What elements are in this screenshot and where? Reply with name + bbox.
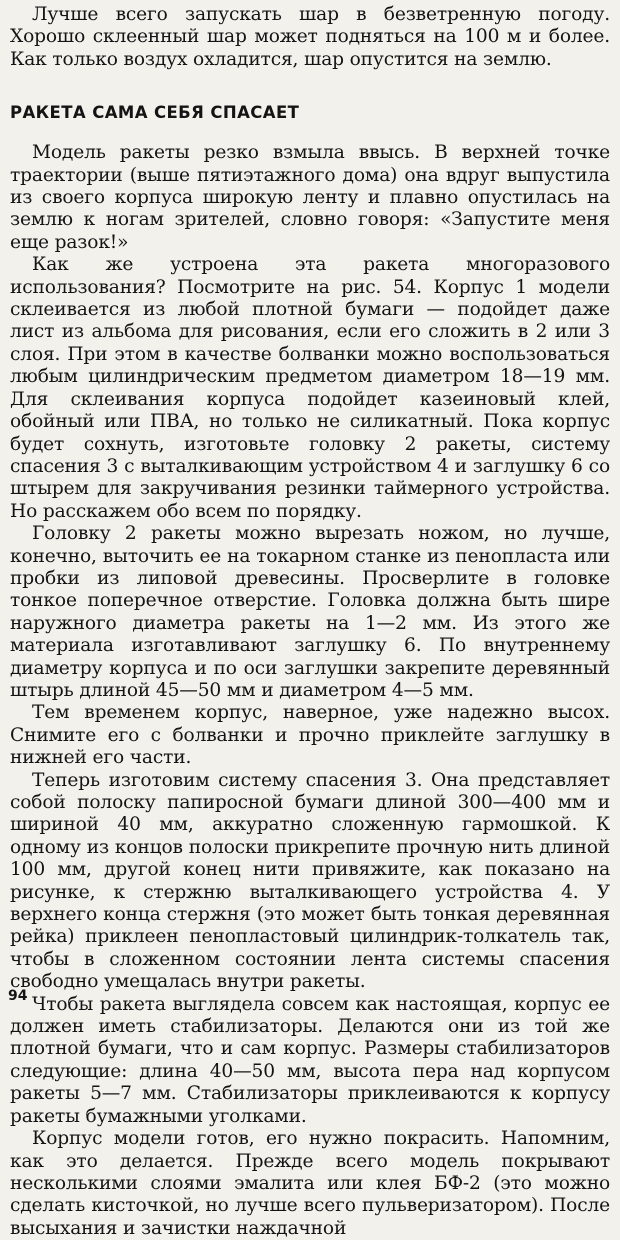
body-paragraph: Тем временем корпус, наверное, уже надежно высох. Снимите его с болванки и прочно приклейте заглушку в нижней его части. <box>10 702 610 769</box>
intro-paragraph: Лучше всего запускать шар в безветренную погоду. Хорошо склеенный шар может подняться на 100 м и более. Как только воздух охладится, шар опустится на землю. <box>10 4 610 70</box>
page-number: 94 <box>8 988 28 1004</box>
body-paragraph: Головку 2 ракеты можно вырезать ножом, но лучше, конечно, выточить ее на токарном станке из пенопласта или пробки из липовой древесины. Просверлите в головке тонкое поперечное отверстие. Головка должна быть шире наружного диаметра ракеты на 1—2 мм. Из этого же материала изготавливают заглушку 6. По внутреннему диаметру корпуса и по оси заглушки закрепите деревянный штырь длиной 45—50 мм и диаметром 4—5 мм. <box>10 523 610 701</box>
body-paragraph: Теперь изготовим систему спасения 3. Она представляет собой полоску папиросной бумаги длиной 300—400 мм и шириной 40 мм, аккуратно сложенную гармошкой. К одному из концов полоски прикрепите прочную нить длиной 100 мм, другой конец нити привяжите, как показано на рисунке, к стержню выталкивающего устройства 4. У верхнего конца стержня (это может быть тонкая деревянная рейка) приклеен пенопластовый цилиндрик-толкатель так, чтобы в сложенном состоянии лента системы спасения свободно умещалась внутри ракеты. <box>10 769 610 993</box>
body-paragraph: Чтобы ракета выглядела совсем как настоящая, корпус ее должен иметь стабилизаторы. Делаются они из той же плотной бумаги, что и сам корпус. Размеры стабилизаторов следующие: длина 40—50 мм, высота пера над корпусом ракеты 5—7 мм. Стабилизаторы приклеиваются к корпусу ракеты бумажными уголками. <box>10 993 610 1127</box>
body-paragraph: Корпус модели готов, его нужно покрасить. Напомним, как это делается. Прежде всего модель покрывают несколькими слоями эмалита или клея БФ-2 (это можно сделать кисточкой, но лучше всего пульверизатором). После высыхания и зачистки наждачной <box>10 1128 610 1239</box>
section-title: РАКЕТА САМА СЕБЯ СПАСАЕТ <box>10 103 300 123</box>
body-paragraph: Как же устроена эта ракета многоразового использования? Посмотрите на рис. 54. Корпус 1 модели склеивается из любой плотной бумаги — подойдет даже лист из альбома для рисования, если его сложить в 2 или 3 слоя. При этом в качестве болванки можно воспользоваться любым цилиндрическим предметом диаметром 18—19 мм. Для склеивания корпуса подойдет казеиновый клей, обойный или ПВА, но только не силикатный. Пока корпус будет сохнуть, изготовьте головку 2 ракеты, систему спасения 3 с выталкивающим устройством 4 и заглушку 6 со штырем для закручивания резинки таймерного устройства. Но расскажем обо всем по порядку. <box>10 254 610 522</box>
body-paragraph: Модель ракеты резко взмыла ввысь. В верхней точке траектории (выше пятиэтажного дома) она вдруг выпустила из своего корпуса широкую ленту и плавно опустилась на землю к ногам зрителей, словно говоря: «Запустите меня еще разок!» <box>10 142 610 253</box>
